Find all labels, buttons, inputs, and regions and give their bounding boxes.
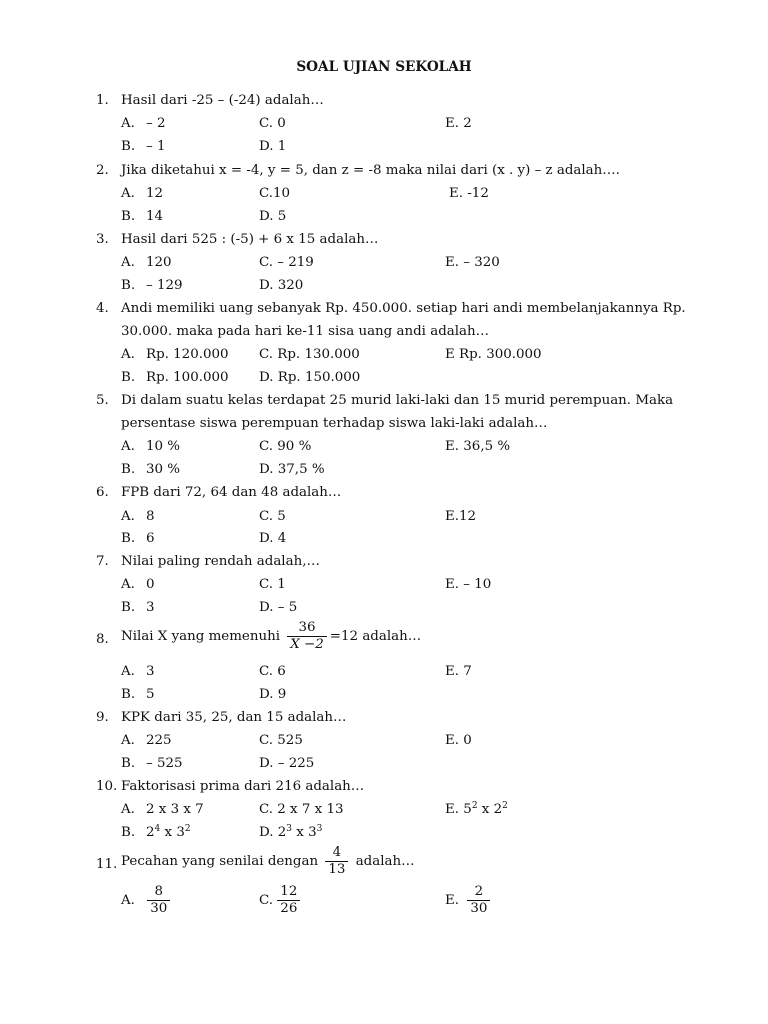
question-text: Hasil dari 525 : (-5) + 6 x 15 adalah… [121,232,379,247]
option-d: D. Rp. 150.000 [259,370,361,385]
question-text: Nilai paling rendah adalah,… [121,554,320,569]
option-e: E.12 [445,509,477,524]
exam-page: SOAL UJIAN SEKOLAH 1. Hasil dari -25 – (-24) adalah… A. – 2 C. 0 E. 2 B. – 1 D. 1 2. Jika diketahui x = -4, y = 5, dan z = -8 maka nilai dari (x . y) – z adalah…. A. 12 C.10 E. -12 B. 14 D. 5 3. Hasil dari 525 : (-5) + 6 x 15 adalah… A. 120 C. – 219 E. – 320 B. – 129 D. 320 4. Andi memiliki uang sebanyak Rp. 450.000. setiap hari andi membelanjakannya Rp. 30.000. maka pada hari ke-11 sisa uang andi adalah… A. Rp. 120.000 C. Rp. 130.000 E Rp. 300.000 B. Rp. 100.000 D. Rp. 150.000 5. Di dalam suatu kelas terdapat 25 murid laki-laki dan 15 murid perempuan. Maka persentase siswa perempuan terhadap siswa laki-laki adalah… A. 10 % C. 90 % E. 36,5 % B. 30 % D. 37,5 % 6. FPB dari 72, 64 dan 48 adalah… A. 8 C. 5 E.12 B. 6 D. 4 7. Nilai paling rendah adalah,… A. 0 C. 1 E. – 10 B. 3 D. – 5 8. Nilai X yang memenuhi $\frac{36}{X -2}$ =12 adalah… A. 3 C. 6 E. 7 B. 5 D. 9 9. KPK dari 35, 25, dan 15 adalah… A. 225 C. 525 E. 0 B. – 525 D. – 225 10. Faktorisasi prima dari 216 adalah… A. 2 x 3 x 7 C. 2 x 7 x 13 E. $5^2$ x $2^2$ B. $2^4$ x $3^2$ D. $2^3$ x $3^3$ 11. Pecahan yang senilai dengan $\frac{4}{13}$ adalah… A. $\frac{8}{30}$ C. $\frac{12}{26}$ E. $\frac{2}{30}$ [0,0,768,1024]
option-c: C. 90 % [259,439,312,454]
question-text: Pecahan yang senilai dengan $\frac{4}{13}$ adalah… [121,845,415,878]
option-e: E Rp. 300.000 [445,347,542,362]
option-d: D. 1 [259,139,287,154]
question-fraction: $\frac{4}{13}$ [325,846,348,877]
option-e: E. $5^2$ x $2^2$ [445,801,508,817]
question-text: Di dalam suatu kelas terdapat 25 murid laki-laki dan 15 murid perempuan. Maka [121,393,674,408]
question-number: 9. [96,710,109,725]
question-number: 2. [96,163,109,178]
option-d: D. $2^3$ x $3^3$ [259,824,323,840]
option-e: E. 7 [445,664,472,679]
option-e: E. 0 [445,733,472,748]
question-text: Jika diketahui x = -4, y = 5, dan z = -8 maka nilai dari (x . y) – z adalah…. [121,163,620,178]
option-d: D. 37,5 % [259,462,325,477]
option-c: C. 2 x 7 x 13 [259,802,344,817]
option-c: C. – 219 [259,255,314,270]
option-c: C.10 [259,186,291,201]
option-d: D. 9 [259,687,287,702]
option-c: C. $\frac{12}{26}$ [259,885,303,916]
option-c: C. 6 [259,664,286,679]
option-d: D. – 5 [259,600,298,615]
option-c: C. 1 [259,577,286,592]
option-a: A. $\frac{8}{30}$ [121,885,173,916]
question-number: 6. [96,485,109,500]
option-d: D. 320 [259,278,304,293]
question-text: Hasil dari -25 – (-24) adalah… [121,93,324,108]
option-e: E. 36,5 % [445,439,511,454]
option-d: D. 4 [259,531,287,546]
question-number: 4. [96,301,109,316]
page-title: SOAL UJIAN SEKOLAH [296,59,472,75]
option-e: E. -12 [449,186,489,201]
question-number: 1. [96,93,109,108]
option-c: C. 525 [259,733,303,748]
question-text: 30.000. maka pada hari ke-11 sisa uang andi adalah… [121,324,490,339]
option-e: E. $\frac{2}{30}$ [445,885,493,916]
question-number: 11. [96,857,118,872]
option-e: E. 2 [445,116,472,131]
question-text: KPK dari 35, 25, dan 15 adalah… [121,710,347,725]
question-number: 5. [96,393,109,408]
question-text: Andi memiliki uang sebanyak Rp. 450.000. setiap hari andi membelanjakannya Rp. [121,301,686,316]
question-text: Faktorisasi prima dari 216 adalah… [121,779,365,794]
question-text: Nilai X yang memenuhi $\frac{36}{X -2}$ =12 adalah… [121,620,422,653]
option-e: E. – 10 [445,577,492,592]
option-d: D. – 225 [259,756,315,771]
option-d: D. 5 [259,209,287,224]
question-text: persentase siswa perempuan terhadap siswa laki-laki adalah… [121,416,548,431]
question-number: 3. [96,232,109,247]
question-number: 7. [96,554,109,569]
option-c: C. 5 [259,509,286,524]
question-text: FPB dari 72, 64 dan 48 adalah… [121,485,342,500]
option-c: C. Rp. 130.000 [259,347,360,362]
question-number: 10. [96,779,118,794]
option-c: C. 0 [259,116,286,131]
question-fraction: $\frac{36}{X -2}$ [287,621,327,652]
question-number: 8. [96,632,109,647]
option-e: E. – 320 [445,255,500,270]
